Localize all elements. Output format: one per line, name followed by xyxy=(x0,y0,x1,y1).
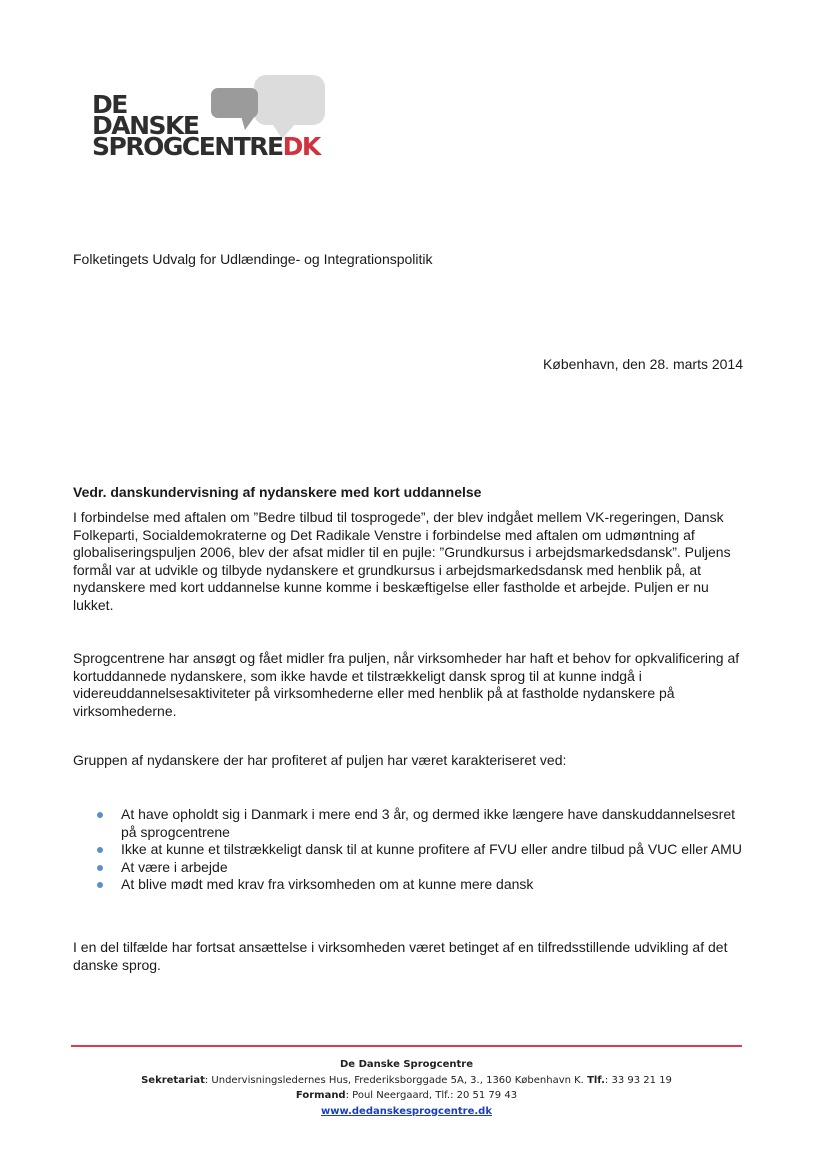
bullet-icon xyxy=(97,847,103,853)
bullet-icon xyxy=(97,865,103,871)
logo-line-3-main: SPROGCENTRE xyxy=(92,132,283,161)
list-item xyxy=(73,876,753,894)
paragraph-4: I en del tilfælde har fortsat ansættelse i virksomheden været betinget af en tilfredsstillende udvikling af det danske sprog. xyxy=(73,939,728,973)
footer xyxy=(71,1057,742,1119)
letter-date: København, den 28. marts 2014 xyxy=(542,356,743,372)
list-item-text: At blive mødt med krav fra virksomheden om at kunne mere dansk xyxy=(121,876,534,893)
paragraph-3: Gruppen af nydanskere der har profiteret af puljen har været karakteriseret ved: xyxy=(73,752,567,768)
paragraph-2: Sprogcentrene har ansøgt og fået midler fra puljen, når virksomheder har haft et behov for opkvalificering af kortuddannede nydanskere, som ikke havde et tilstrækkeligt dansk sprog til at kunne indgå i videreuddannelsesaktiviteter på virksomhederne eller med henblik på at fastholde nydanskere på virksomhederne. xyxy=(73,650,740,719)
footer-divider xyxy=(71,1045,742,1047)
bullet-icon xyxy=(97,812,103,818)
chair-label: Formand xyxy=(295,1090,346,1101)
website-link[interactable]: www.dedanskesprogcentre.dk xyxy=(321,1105,492,1117)
list-item-text: At være i arbejde xyxy=(121,858,228,875)
secretariat-text: Undervisningsledernes Hus, Frederiksborggade 5A, 3., 1360 København K. xyxy=(211,1074,584,1086)
footer-website-row xyxy=(71,1104,742,1120)
footer-secretariat: Sekretariat: Undervisningsledernes Hus, Frederiksborggade 5A, 3., 1360 København K. Tlf.: 33 93 21 19 xyxy=(141,1074,672,1086)
logo-line-1: DE xyxy=(92,90,127,119)
list-item-text: At have opholdt sig i Danmark i mere end 3 år, og dermed ikke længere have danskuddannelsesret på sprogcentrene xyxy=(121,806,736,840)
list-item-text: Ikke at kunne et tilstrækkeligt dansk til at kunne profitere af FVU eller andre tilbud på VUC eller AMU xyxy=(121,841,742,858)
footer-chair: Formand: Poul Neergaard, Tlf.: 20 51 79 43 xyxy=(295,1090,518,1101)
recipient: Folketingets Udvalg for Udlændinge- og Integrationspolitik xyxy=(73,251,433,267)
subject-heading: Vedr. danskundervisning af nydanskere med kort uddannelse xyxy=(73,484,482,500)
chair-name: Poul Neergaard, Tlf.: 20 51 79 43 xyxy=(352,1090,518,1101)
logo-dk: DK xyxy=(282,132,320,161)
phone-number: 33 93 21 19 xyxy=(611,1074,672,1086)
phone-label: Tlf. xyxy=(587,1074,605,1086)
paragraph-1: I forbindelse med aftalen om ”Bedre tilbud til tosprogede”, der blev indgået mellem VK-regeringen, Dansk Folkeparti, Socialdemokraterne og Det Radikale Venstre i forbindelse med aftalen om udmøntning af globaliseringspuljen 2006, blev der afsat midler til en pujle: ”Grundkursus i arbejdsmarkedsdansk”. Puljens formål var at udvikle og tilbyde nydanskere et grundkursus i arbejdsmarkedsdansk med henblik på, at nydanskere med kort uddannelse kunne komme i beskæftigelse eller fastholde et arbejde. Puljen er nu lukket. xyxy=(73,509,731,613)
logo xyxy=(86,72,336,172)
list-item xyxy=(73,806,753,841)
footer-org: De Danske Sprogcentre xyxy=(340,1059,473,1070)
logo-line-3 xyxy=(92,132,320,161)
list-item xyxy=(73,859,753,877)
list-item xyxy=(73,841,753,859)
bullet-icon xyxy=(97,882,103,888)
secretariat-label: Sekretariat xyxy=(141,1074,205,1086)
bullet-list xyxy=(73,806,753,894)
logo-line-2: DANSKE xyxy=(92,111,199,140)
logo-wordmark xyxy=(92,90,320,161)
